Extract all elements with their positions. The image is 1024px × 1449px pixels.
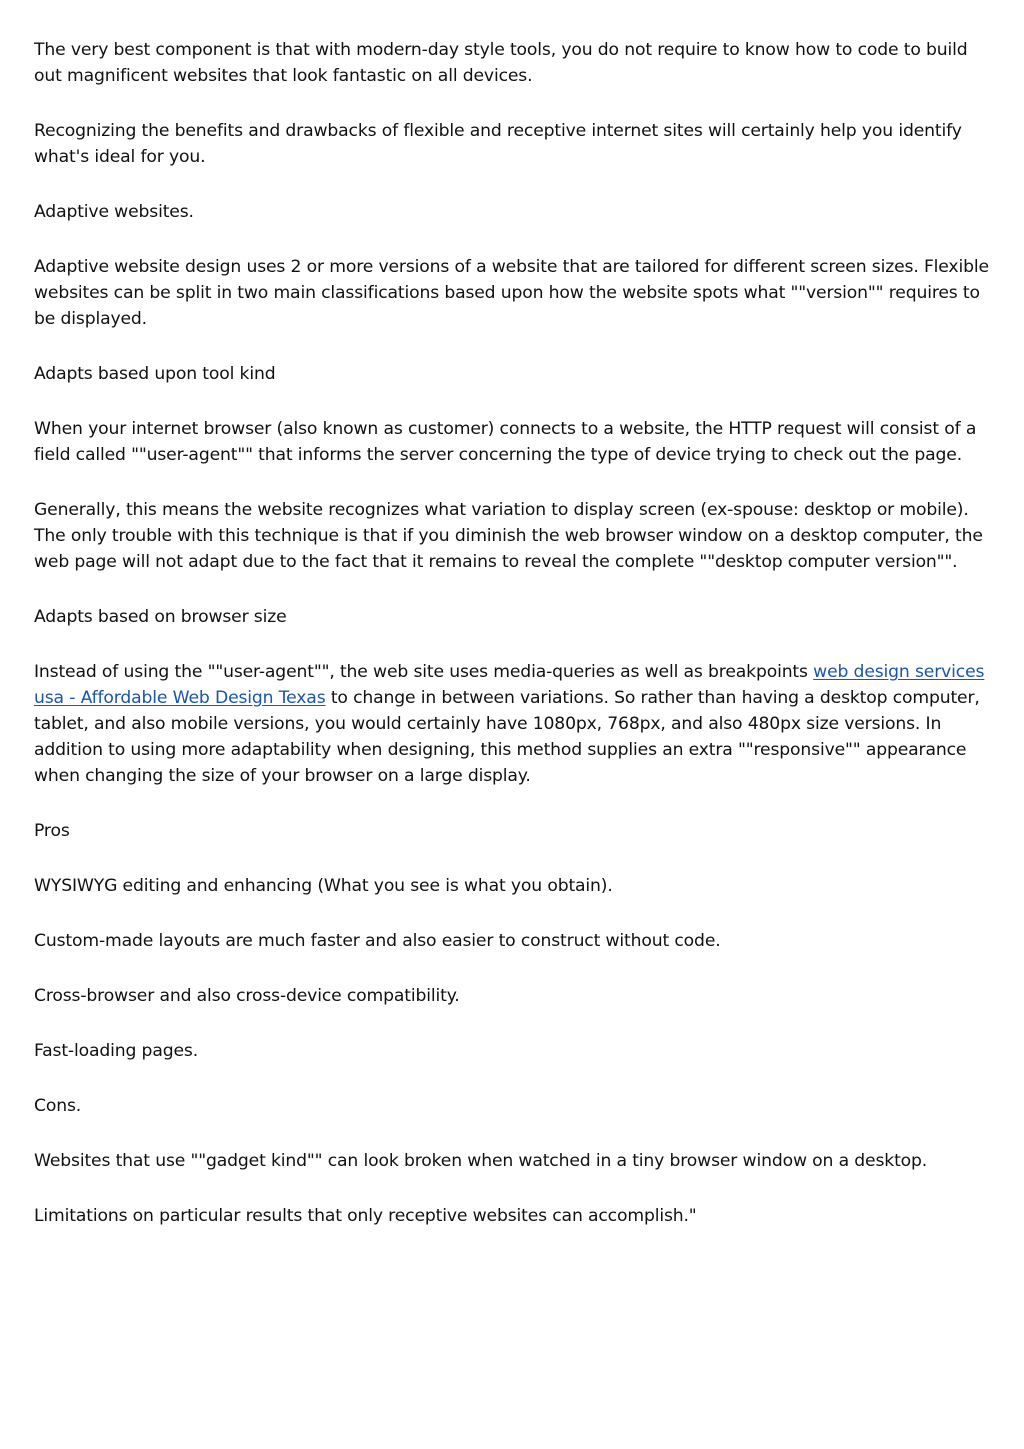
heading-cons: Cons. [34,1096,82,1116]
document-body [34,37,992,1258]
media-queries-text-before: Instead of using the ""user-agent"", the web site uses media-queries as well as breakpoints [34,662,814,682]
pros-item-custom-layouts: Custom-made layouts are much faster and also easier to construct without code. [34,931,721,951]
paragraph-desktop-version: Generally, this means the website recognizes what variation to display screen (ex-spouse: desktop or mobile). The only trouble with this technique is that if you diminish the web browser window on a desktop computer, the web page will not adapt due to the fact that it remains to reveal the complete ""desktop computer version"". [34,500,983,572]
cons-item-limitations: Limitations on particular results that only receptive websites can accomplish." [34,1206,697,1226]
web-design-services-link[interactable]: web design services usa - Affordable Web Design Texas [34,662,985,708]
heading-adaptive-websites: Adaptive websites. [34,202,194,222]
paragraph-adaptive-design: Adaptive website design uses 2 or more versions of a website that are tailored for different screen sizes. Flexible websites can be split in two main classifications based upon how the website spots what ""version"" requires to be displayed. [34,257,989,329]
heading-adapts-browser-size: Adapts based on browser size [34,607,287,627]
pros-item-compatibility: Cross-browser and also cross-device compatibility. [34,986,460,1006]
paragraph-media-queries [34,659,992,789]
media-queries-text-after: to change in between variations. So rather than having a desktop computer, tablet, and also mobile versions, you would certainly have 1080px, 768px, and also 480px size versions. In addition to using more adaptability when designing, this method supplies an extra ""responsive"" appearance when changing the size of your browser on a large display. [34,688,980,786]
heading-adapts-tool-kind: Adapts based upon tool kind [34,364,276,384]
paragraph-design-tools: The very best component is that with modern-day style tools, you do not require to know how to code to build out magnificent websites that look fantastic on all devices. [34,40,968,86]
pros-item-wysiwyg: WYSIWYG editing and enhancing (What you see is what you obtain). [34,876,613,896]
cons-item-gadget-kind: Websites that use ""gadget kind"" can look broken when watched in a tiny browser window on a desktop. [34,1151,928,1171]
pros-item-fast-loading: Fast-loading pages. [34,1041,199,1061]
paragraph-user-agent: When your internet browser (also known as customer) connects to a website, the HTTP request will consist of a field called ""user-agent"" that informs the server concerning the type of device trying to check out the page. [34,419,977,465]
heading-pros: Pros [34,821,70,841]
paragraph-benefits-drawbacks: Recognizing the benefits and drawbacks of flexible and receptive internet sites will certainly help you identify what's ideal for you. [34,121,962,167]
